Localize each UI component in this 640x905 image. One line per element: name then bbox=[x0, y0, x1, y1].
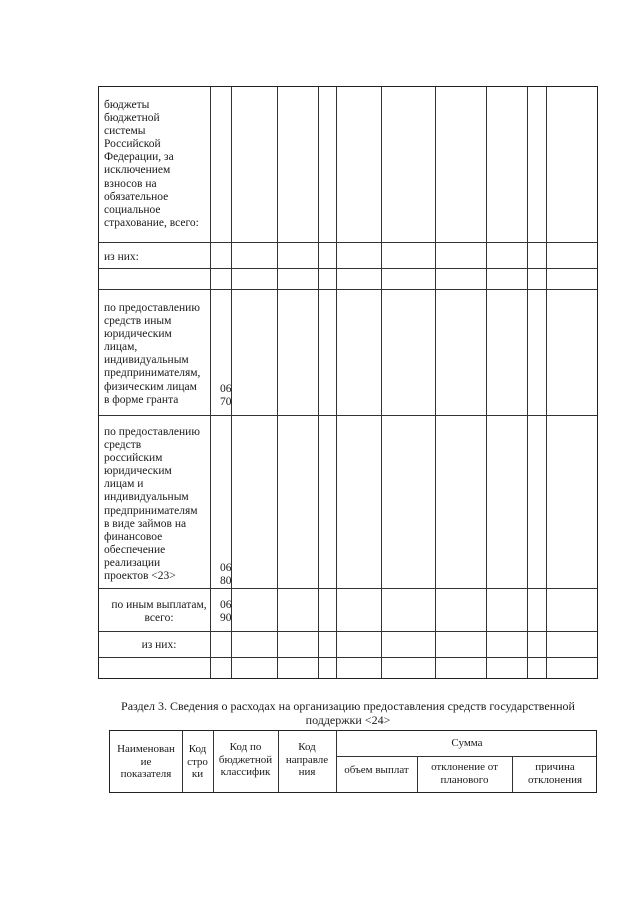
grid-line bbox=[99, 242, 597, 243]
grid-line bbox=[336, 756, 596, 757]
grid-line bbox=[99, 415, 597, 416]
row-label: из них: bbox=[104, 251, 139, 263]
header-reason: причина отклонения bbox=[527, 761, 583, 786]
grid-line bbox=[336, 87, 337, 678]
row-label: бюджеты бюджетной системы Российской Федерации, за исключением взносов на обязательное социальное страхование, всего: bbox=[104, 99, 199, 229]
grid-line bbox=[99, 268, 597, 269]
header-deviation: отклонение от планового bbox=[431, 761, 498, 786]
row-label: по предоставлению средств иным юридическим лицам, индивидуальным предпринимателям, физическим лицам в форме гранта bbox=[104, 302, 201, 406]
row-code: 06 70 bbox=[220, 383, 232, 409]
header-line-code: Код стро ки bbox=[187, 743, 208, 780]
grid-line bbox=[435, 87, 436, 678]
grid-line bbox=[99, 289, 597, 290]
grid-line bbox=[527, 87, 528, 678]
expenses-table-header bbox=[109, 730, 597, 793]
grid-line bbox=[277, 87, 278, 678]
row-code: 06 80 bbox=[220, 562, 232, 588]
header-budget-code: Код по бюджетной классифик bbox=[218, 741, 273, 778]
section-title: Раздел 3. Сведения о расходах на организацию предоставления средств государственной поддержки <24> bbox=[121, 699, 575, 727]
grid-line bbox=[381, 87, 382, 678]
grid-line bbox=[546, 87, 547, 678]
row-label: по предоставлению средств российским юридическим лицам и индивидуальным предпринимателям в виде займов на финансовое обеспечение реализации проектов <23> bbox=[104, 426, 200, 583]
header-sum: Сумма bbox=[451, 737, 483, 749]
payments-table bbox=[98, 86, 598, 679]
header-name: Наименован ие показателя bbox=[117, 743, 175, 780]
header-direction-code: Код направле ния bbox=[285, 741, 329, 778]
grid-line bbox=[99, 588, 597, 589]
grid-line bbox=[99, 657, 597, 658]
row-label: по иным выплатам, всего: bbox=[111, 599, 207, 625]
header-payout-volume: объем выплат bbox=[344, 764, 409, 776]
row-code: 06 90 bbox=[220, 599, 232, 625]
grid-line bbox=[318, 87, 319, 678]
row-label: из них: bbox=[141, 639, 177, 651]
grid-line bbox=[486, 87, 487, 678]
grid-line bbox=[99, 631, 597, 632]
